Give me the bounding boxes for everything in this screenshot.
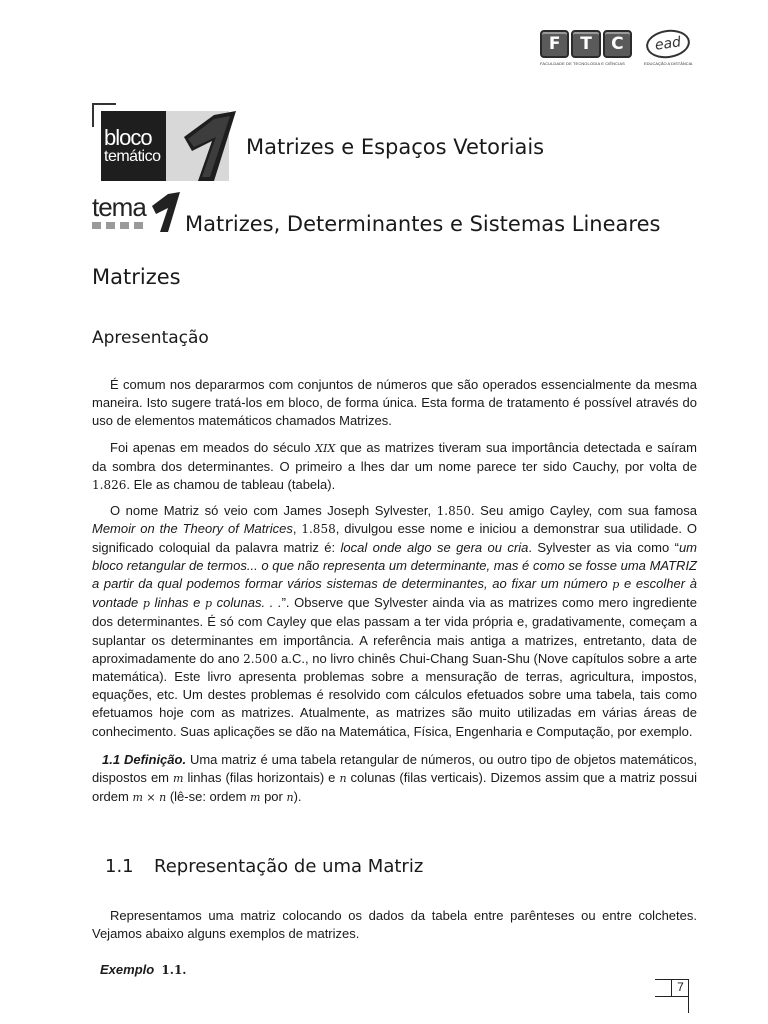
bloco-title: Matrizes e Espaços Vetoriais bbox=[246, 135, 545, 159]
bloco-black-panel bbox=[101, 111, 166, 181]
chapter-title: Matrizes bbox=[92, 265, 181, 289]
bloco-tematico-badge bbox=[101, 111, 229, 181]
paragraph-1: É comum nos depararmos com conjuntos de números que são operados essencialmente da mesma maneira. Isto sugere tratá-los em bloco, de forma única. Esta forma de tratamento é possível através do uso de elementos matemáticos chamados Matrizes. bbox=[92, 377, 697, 429]
tema-dot bbox=[106, 222, 115, 229]
paragraph-3: O nome Matriz só veio com James Joseph Sylvester, 1.850. Seu amigo Cayley, com sua famosa Memoir on the Theory of Matrices, 1.858, divulgou esse nome e iniciou a demonstrar sua utilidade. O significado coloquial da palavra matriz é: local onde algo se gera ou cria. Sylvester as via como “um bloco retangular de termos... o que não representa um determinante, mas é como se fosse uma MATRIZ a partir da qual podemos formar vários sistemas de determinantes, ao fixar um número p e escolher à vontade p linhas e p colunas. . .”. Observe que Sylvester ainda via as matrizes como mero ingrediente dos determinantes. É só com Cayley que elas passam a ter vida própria e, gradativamente, começam a suplantar os determinantes em importância. A referência mais antiga a matrizes, entretanto, data de aproximadamente do ano 2.500 a.C., no livro chinês Chui-Chang Suan-Shu (Nove capítulos sobre a arte matemática). Este livro apresenta problemas sobre a mensuração de terras, agricultura, impostos, equações, etc. Um destes problemas é resolvido com cálculos efetuados sobre uma tabela, tais como efetuamos hoje com as matrizes. Atualmente, as matrizes são muito utilizadas em várias áreas de conhecimento. Suas aplicações se dão na Matemática, Física, Engenharia e Computação, por exemplo. bbox=[92, 503, 697, 739]
matrix-meaning: local onde algo se gera ou cria bbox=[340, 539, 529, 555]
paragraph-2: Foi apenas em meados do século XIX que as matrizes tiveram sua importância detectada e saíram da sombra dos determinantes. O primeiro a lhes dar um nome parece ter sido Cauchy, por volta de 1.826. Ele as chamou de tableau (tabela). bbox=[92, 439, 697, 493]
definition-label: 1.1 Definição. bbox=[102, 752, 187, 767]
ftc-letter-c: C bbox=[603, 30, 632, 58]
subsection-text: Representação de uma Matriz bbox=[154, 856, 424, 877]
tematico-word: temático bbox=[104, 148, 161, 165]
section-title: Apresentação bbox=[92, 328, 209, 348]
presentation-text bbox=[92, 376, 697, 749]
year-chinese: 2.500 bbox=[243, 651, 278, 666]
tema-title: Matrizes, Determinantes e Sistemas Lineares bbox=[185, 212, 661, 236]
subsection-title bbox=[105, 855, 423, 879]
ead-logo-text: ead bbox=[644, 27, 691, 61]
memoir-title: Memoir on the Theory of Matrices bbox=[92, 521, 293, 537]
page-number-box bbox=[655, 979, 689, 1013]
tema-dot bbox=[120, 222, 129, 229]
bloco-number-graphic bbox=[174, 107, 244, 185]
matrix-order: m × n bbox=[132, 791, 167, 805]
bloco-word: bloco bbox=[104, 125, 152, 150]
year-sylvester: 1.850 bbox=[436, 504, 472, 519]
definition-1-1: 1.1 Definição. Uma matriz é uma tabela retangular de números, ou outro tipo de objetos matemáticos, dispostos em m linhas (filas horizontais) e n colunas (filas verticais). Dizemos assim que a matriz possui ordem m × n (lê-se: ordem m por n). bbox=[92, 752, 698, 805]
ead-caption: EDUCAÇÃO A DISTÂNCIA bbox=[644, 61, 693, 66]
ftc-caption: FACULDADE DE TECNOLOGIA E CIÊNCIAS bbox=[540, 61, 625, 66]
ftc-letter-t: T bbox=[571, 30, 600, 58]
example-label: Exemplo 1.1. bbox=[100, 962, 187, 977]
ftc-logo bbox=[540, 30, 632, 70]
tema-dots bbox=[92, 222, 143, 229]
subsection-number: 1.1 bbox=[105, 856, 134, 877]
tema-word: tema bbox=[92, 192, 146, 222]
year-cayley: 1.858 bbox=[301, 522, 336, 537]
tema-number-graphic bbox=[148, 190, 182, 234]
year-cauchy: 1.826 bbox=[92, 478, 127, 493]
representation-text bbox=[92, 907, 697, 951]
tema-badge bbox=[90, 192, 182, 234]
ftc-letter-f: F bbox=[540, 30, 569, 58]
ead-logo bbox=[644, 30, 700, 70]
representation-paragraph: Representamos uma matriz colocando os dados da tabela entre parênteses ou entre colchetes. Vejamos abaixo alguns exemplos de matrizes. bbox=[92, 908, 697, 942]
century-roman: XIX bbox=[315, 441, 336, 455]
tema-dot bbox=[134, 222, 143, 229]
page-number: 7 bbox=[677, 980, 684, 994]
sylvester-quote: um bloco retangular de termos... o que não representa um determinante, mas é como se fosse uma MATRIZ a partir da qual podemos formar vários sistemas de determinantes, ao fixar um número p e escolher à vontade p linhas e p colunas. . . bbox=[92, 539, 697, 611]
tema-dot bbox=[92, 222, 101, 229]
